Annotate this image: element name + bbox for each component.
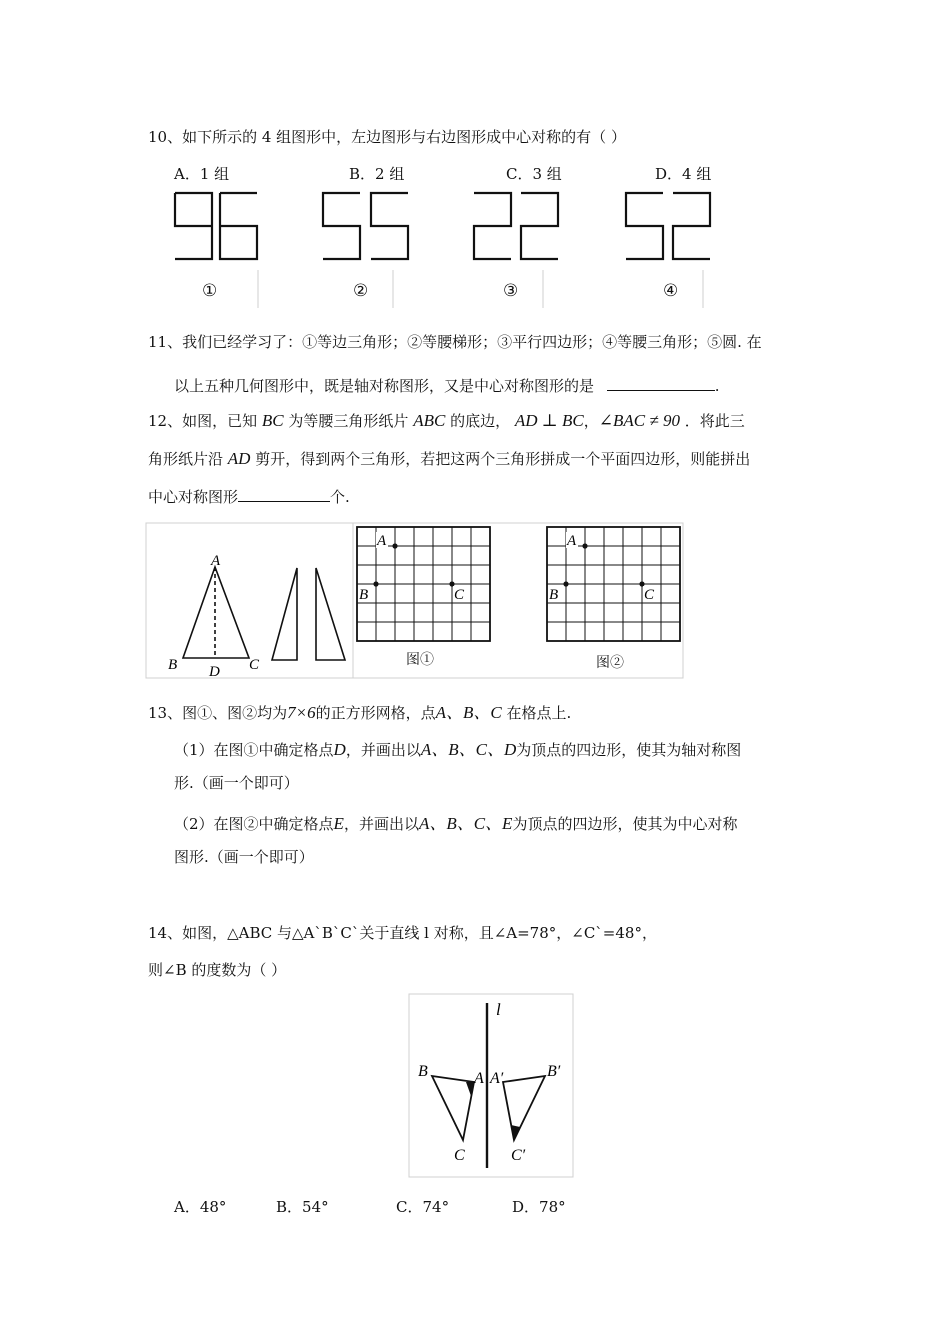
q12-text-5: ．将此三 xyxy=(684,412,745,430)
q14-label-b: B xyxy=(418,1063,428,1080)
q12-var-ad: AD xyxy=(227,449,251,468)
q14-label-c: C xyxy=(454,1147,465,1164)
q13-text-9: 为顶点的四边形，使其为中心对称 xyxy=(512,815,738,833)
q11-line2-text: 以上五种几何图形中，既是轴对称图形，又是中心对称图形的是 xyxy=(174,377,595,395)
q12-text-3: 的底边， xyxy=(450,412,511,430)
q12-label-a: A xyxy=(211,553,221,569)
q13-part2-line2: 图形.（画一个即可） xyxy=(174,848,314,866)
q14-option-d: D．78° xyxy=(512,1198,566,1216)
grid2-label-b: B xyxy=(549,587,559,603)
grid2-label-a: A xyxy=(567,533,577,549)
q10-figure-label-2: ② xyxy=(353,281,369,301)
q11-line1: 11、我们已经学习了：①等边三角形；②等腰梯形；③平行四边形；④等腰三角形；⑤圆. 在 xyxy=(148,333,762,351)
q14-line2: 则∠B 的度数为（ ） xyxy=(148,961,287,979)
q13-var-abcd: A、B、C、D xyxy=(420,740,517,759)
q10-figure-label-3: ③ xyxy=(503,281,519,301)
q14-label-c-prime: C′ xyxy=(511,1147,526,1164)
q10-option-c: C．3 组 xyxy=(506,165,562,183)
q12-text-1: 12、如图，已知 xyxy=(148,412,258,430)
q12-text-8: 中心对称图形 xyxy=(148,488,239,506)
q12-var-angle: ∠BAC ≠ 90 xyxy=(598,411,680,430)
grid2-caption: 图② xyxy=(596,655,624,671)
q12-text-7: 剪开，得到两个三角形，若把这两个三角形拼成一个平面四边形，则能拼出 xyxy=(255,450,751,468)
q13-var-points: A、B、C xyxy=(435,703,502,722)
grid1-label-c: C xyxy=(454,587,465,603)
grid1-label-a: A xyxy=(377,533,387,549)
q10-figure-label-1: ① xyxy=(202,281,218,301)
q13-text-4: （1）在图①中确定格点 xyxy=(174,741,334,759)
q10-stem: 10、如下所示的 4 组图形中，左边图形与右边图形成中心对称的有（ ） xyxy=(148,128,626,146)
q14-label-b-prime: B′ xyxy=(547,1063,561,1080)
q12-var-abc: ABC xyxy=(413,411,446,430)
q13-var-grid: 7×6 xyxy=(287,703,316,722)
q13-var-e: E xyxy=(333,814,344,833)
q14-option-c: C．74° xyxy=(396,1198,450,1216)
q13-text-3: 在格点上. xyxy=(506,704,572,722)
q14-label-l: l xyxy=(496,1000,501,1019)
q12-text-9: 个. xyxy=(330,488,350,506)
q13-text-1: 13、图①、图②均为 xyxy=(148,704,288,722)
q14-label-a: A xyxy=(474,1070,484,1087)
q12-var-bc: BC xyxy=(261,411,284,430)
q14-triangle-abc-prime xyxy=(503,1076,545,1140)
q13-text-2: 的正方形网格，点 xyxy=(315,704,436,722)
q13-text-6: 为顶点的四边形，使其为轴对称图 xyxy=(516,741,742,759)
q12-text-4: ， xyxy=(583,412,599,430)
q13-part1-line2: 形.（画一个即可） xyxy=(174,774,299,792)
q12-label-c: C xyxy=(249,657,260,673)
q12-text-6: 角形纸片沿 xyxy=(148,450,224,468)
grid1-caption: 图① xyxy=(406,652,434,668)
q10-option-d: D．4 组 xyxy=(655,165,712,183)
q13-var-d: D xyxy=(333,740,346,759)
q13-var-abce: A、B、C、E xyxy=(418,814,513,833)
q13-text-5: ，并画出以 xyxy=(345,741,421,759)
q13-text-8: ，并画出以 xyxy=(343,815,419,833)
q10-option-b: B．2 组 xyxy=(349,165,405,183)
grid1-label-b: B xyxy=(359,587,369,603)
q11-line2-end: . xyxy=(714,377,720,395)
q12-var-perp: AD ⊥ BC xyxy=(514,411,584,430)
q10-figure-label-4: ④ xyxy=(663,281,679,301)
q14-option-a: A．48° xyxy=(174,1198,227,1216)
q12-label-b: B xyxy=(168,657,178,673)
q10-option-a: A．1 组 xyxy=(174,165,230,183)
q13-text-7: （2）在图②中确定格点 xyxy=(174,815,334,833)
q12-text-2: 为等腰三角形纸片 xyxy=(288,412,409,430)
q14-option-b: B．54° xyxy=(276,1198,329,1216)
q14-label-a-prime: A′ xyxy=(490,1070,504,1087)
q14-line1: 14、如图，△ABC 与△A`B`C`关于直线 l 对称，且∠A=78°，∠C`=48°， xyxy=(148,924,657,942)
grid2-label-c: C xyxy=(644,587,655,603)
q12-label-d: D xyxy=(209,664,220,680)
